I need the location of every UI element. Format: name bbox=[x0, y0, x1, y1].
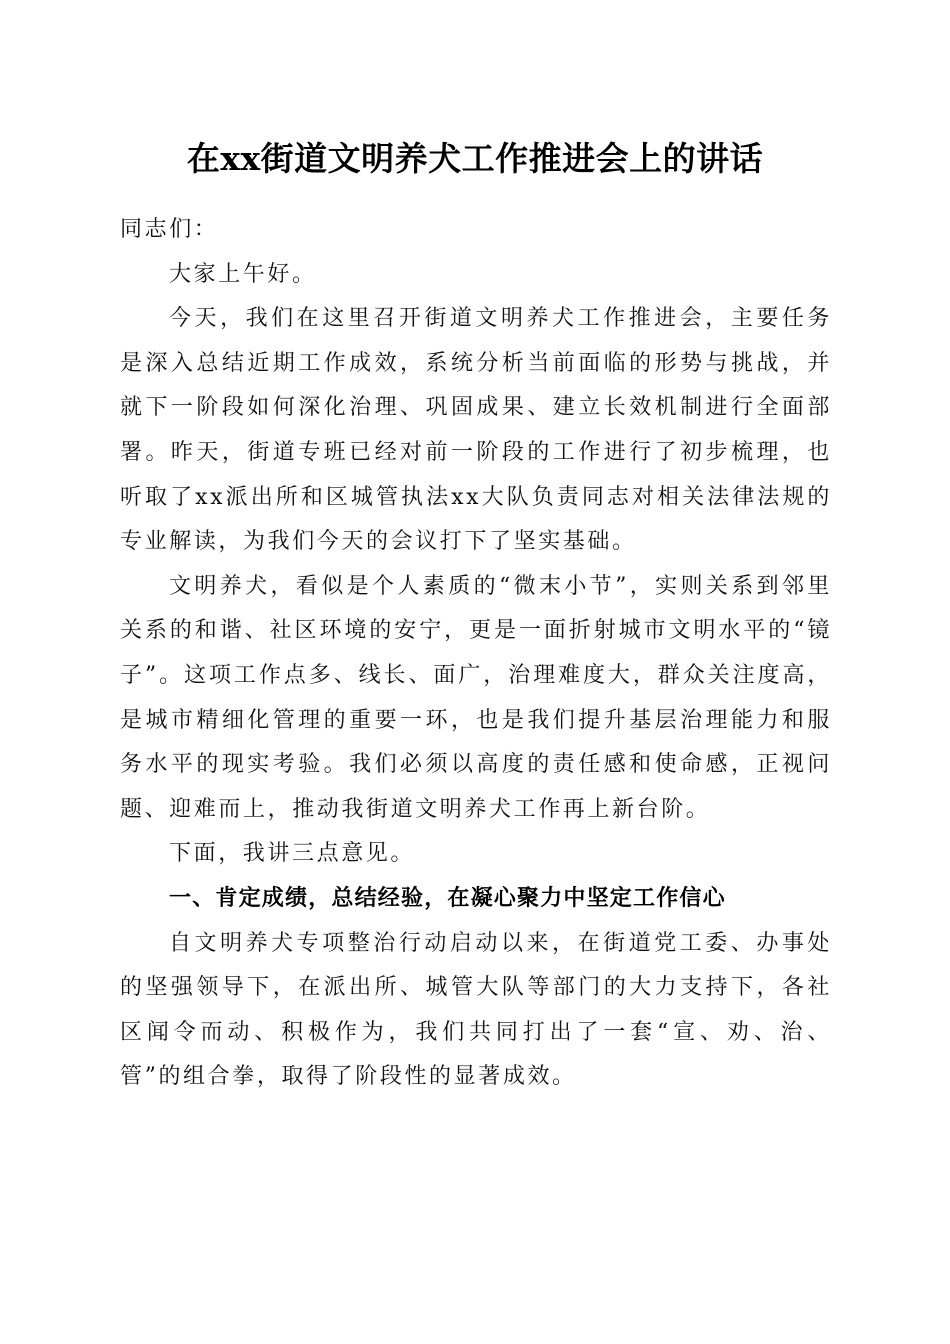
document-title: 在xx街道文明养犬工作推进会上的讲话 bbox=[186, 139, 764, 178]
salutation: 同志们： bbox=[120, 217, 219, 242]
significance-paragraph: 文明养犬，看似是个人素质的“微末小节”，实则关系到邻里关系的和谐、社区环境的安宁，更是一面折射城市文明水平的“镜子”。这项工作点多、线长、面广，治理难度大，群众关注度高，是城市精细化管理的重要一环，也是我们提升基层治理能力和服务水平的现实考验。我们必须以高度的责任感和使命感，正视问题、迎难而上，推动我街道文明养犬工作再上新台阶。 bbox=[120, 573, 832, 822]
intro-paragraph: 今天，我们在这里召开街道文明养犬工作推进会，主要任务是深入总结近期工作成效，系统分析当前面临的形势与挑战，并就下一阶段如何深化治理、巩固成果、建立长效机制进行全面部署。昨天，街道专班已经对前一阶段的工作进行了初步梳理，也听取了xx派出所和区城管执法xx大队负责同志对相关法律法规的专业解读，为我们今天的会议打下了坚实基础。 bbox=[120, 306, 832, 555]
transition-paragraph: 下面，我讲三点意见。 bbox=[169, 841, 416, 867]
section-paragraph: 自文明养犬专项整治行动启动以来，在街道党工委、办事处的坚强领导下，在派出所、城管大队等部门的大力支持下，各社区闻令而动、积极作为，我们共同打出了一套“宣、劝、治、管”的组合拳，取得了阶段性的显著成效。 bbox=[120, 930, 832, 1090]
greeting-paragraph: 大家上午好。 bbox=[169, 261, 317, 287]
section-heading: 一、肯定成绩，总结经验，在凝心聚力中坚定工作信心 bbox=[169, 885, 726, 911]
document-body bbox=[120, 208, 832, 1100]
